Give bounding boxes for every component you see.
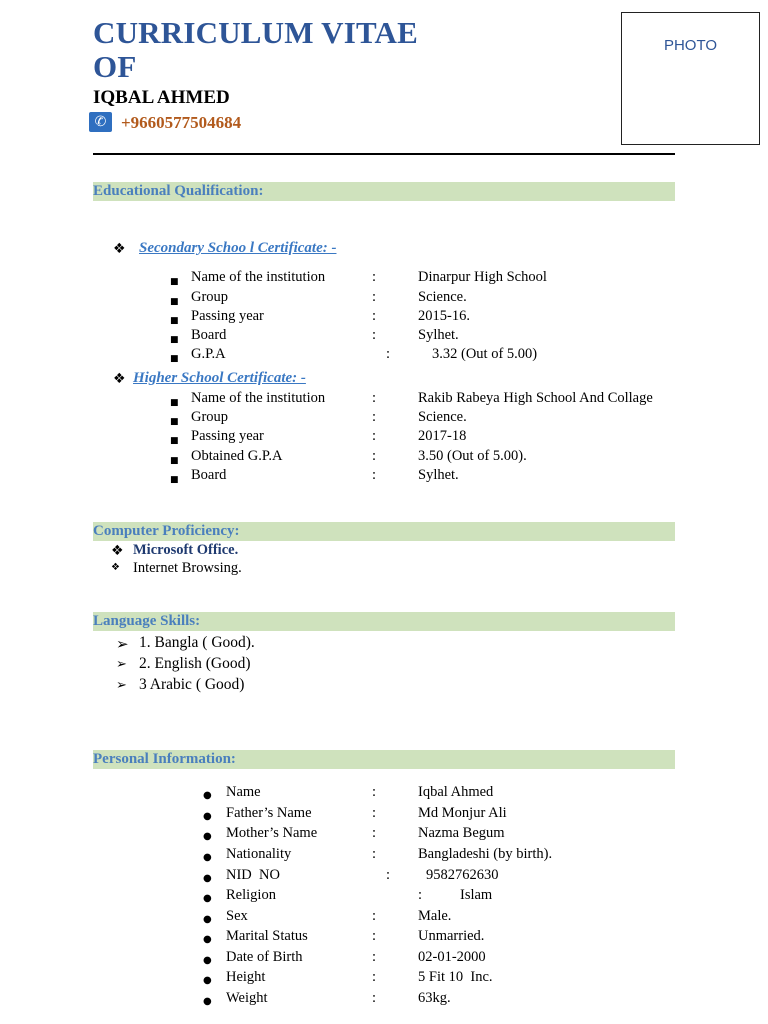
row-separator: : xyxy=(372,327,377,343)
language-item: 1. Bangla ( Good). xyxy=(139,634,255,651)
row-value: Sylhet. xyxy=(418,327,459,343)
row-separator: : xyxy=(386,867,391,883)
row-label: Marital Status xyxy=(226,928,308,944)
row-value: Sylhet. xyxy=(418,467,459,483)
row-separator: : xyxy=(372,908,377,924)
row-separator: : xyxy=(372,269,377,285)
row-label: Height xyxy=(226,969,266,985)
row-separator: : xyxy=(372,428,377,444)
diamond-bullet-icon: ❖ xyxy=(113,371,126,387)
row-separator: : xyxy=(418,887,423,903)
square-bullet-icon: ■ xyxy=(170,417,179,427)
section-language: Language Skills: xyxy=(93,612,675,631)
row-value: Science. xyxy=(418,409,467,425)
diamond-bullet-icon: ❖ xyxy=(111,543,124,559)
skill-item: Internet Browsing. xyxy=(133,560,242,576)
square-bullet-icon: ■ xyxy=(170,436,179,446)
hsc-title: Higher School Certificate: - xyxy=(133,370,306,386)
row-separator: : xyxy=(372,825,377,841)
dot-bullet-icon: ● xyxy=(203,873,212,884)
row-value: Iqbal Ahmed xyxy=(418,784,494,800)
row-separator: : xyxy=(372,805,377,821)
square-bullet-icon: ■ xyxy=(170,316,179,326)
dot-bullet-icon: ● xyxy=(203,996,212,1007)
row-label: Name of the institution xyxy=(191,269,326,285)
square-bullet-icon: ■ xyxy=(170,398,179,408)
row-separator: : xyxy=(372,289,377,305)
diamond-bullet-icon: ❖ xyxy=(113,241,126,257)
row-value: 63kg. xyxy=(418,990,451,1006)
section-education: Educational Qualification: xyxy=(93,182,675,201)
dot-bullet-icon: ● xyxy=(203,975,212,986)
row-separator: : xyxy=(372,467,377,483)
row-label: Group xyxy=(191,289,229,305)
square-bullet-icon: ■ xyxy=(170,297,179,307)
row-value: 5 Fit 10 Inc. xyxy=(418,969,493,985)
row-label: Date of Birth xyxy=(226,949,303,965)
language-item: 2. English (Good) xyxy=(139,655,251,672)
photo-placeholder xyxy=(621,12,760,145)
dot-bullet-icon: ● xyxy=(203,914,212,925)
row-value: 2017-18 xyxy=(418,428,467,444)
row-value: Bangladeshi (by birth). xyxy=(418,846,553,862)
dot-bullet-icon: ● xyxy=(203,790,212,801)
row-label: Obtained G.P.A xyxy=(191,448,283,464)
row-value: 9582762630 xyxy=(426,867,499,883)
row-value: Nazma Begum xyxy=(418,825,505,841)
square-bullet-icon: ■ xyxy=(170,456,179,466)
photo-label: PHOTO xyxy=(663,37,718,54)
row-label: Board xyxy=(191,327,227,343)
row-separator: : xyxy=(372,409,377,425)
row-value: Rakib Rabeya High School And Collage xyxy=(418,390,653,406)
row-label: Weight xyxy=(226,990,268,1006)
row-value: Islam xyxy=(460,887,493,903)
arrow-bullet-icon: ➢ xyxy=(116,678,127,693)
row-value: 3.32 (Out of 5.00) xyxy=(432,346,538,362)
row-separator: : xyxy=(372,928,377,944)
row-value: Unmarried. xyxy=(418,928,485,944)
row-label: Sex xyxy=(226,908,248,924)
row-label: Mother’s Name xyxy=(226,825,318,841)
row-label: Religion xyxy=(226,887,276,903)
row-label: Board xyxy=(191,467,227,483)
square-bullet-icon: ■ xyxy=(170,475,179,485)
cv-title-line1: CURRICULUM VITAE xyxy=(93,15,418,50)
ssc-title: Secondary Schoo l Certificate: - xyxy=(139,240,337,256)
row-label: Name xyxy=(226,784,261,800)
dot-bullet-icon: ● xyxy=(203,934,212,945)
arrow-bullet-icon: ➢ xyxy=(116,657,127,672)
row-label: Father’s Name xyxy=(226,805,312,821)
row-value: 02-01-2000 xyxy=(418,949,486,965)
row-label: Passing year xyxy=(191,308,264,324)
language-item: 3 Arabic ( Good) xyxy=(139,676,245,693)
row-separator: : xyxy=(372,784,377,800)
dot-bullet-icon: ● xyxy=(203,852,212,863)
row-label: Name of the institution xyxy=(191,390,326,406)
row-label: Nationality xyxy=(226,846,292,862)
dot-bullet-icon: ● xyxy=(203,893,212,904)
row-separator: : xyxy=(386,346,391,362)
row-value: 3.50 (Out of 5.00). xyxy=(418,448,527,464)
cv-title-line2: OF xyxy=(93,49,137,84)
arrow-bullet-icon: ➢ xyxy=(116,635,129,653)
row-separator: : xyxy=(372,949,377,965)
small-diamond-bullet-icon: ❖ xyxy=(111,562,120,573)
phone-number: +9660577504684 xyxy=(121,113,242,132)
row-label: Group xyxy=(191,409,229,425)
row-label: NID NO xyxy=(226,867,280,883)
skill-item: Microsoft Office. xyxy=(133,542,239,558)
cv-title xyxy=(93,16,418,84)
dot-bullet-icon: ● xyxy=(203,811,212,822)
row-label: Passing year xyxy=(191,428,264,444)
section-computer: Computer Proficiency: xyxy=(93,522,675,541)
square-bullet-icon: ■ xyxy=(170,277,179,287)
row-separator: : xyxy=(372,846,377,862)
header-divider xyxy=(93,153,675,155)
row-separator: : xyxy=(372,990,377,1006)
row-label: G.P.A xyxy=(191,346,226,362)
row-value: Male. xyxy=(418,908,452,924)
row-value: 2015-16. xyxy=(418,308,470,324)
section-personal: Personal Information: xyxy=(93,750,675,769)
candidate-name: IQBAL AHMED xyxy=(93,87,230,108)
square-bullet-icon: ■ xyxy=(170,354,179,364)
row-value: Md Monjur Ali xyxy=(418,805,507,821)
row-separator: : xyxy=(372,969,377,985)
dot-bullet-icon: ● xyxy=(203,955,212,966)
row-separator: : xyxy=(372,308,377,324)
row-separator: : xyxy=(372,448,377,464)
dot-bullet-icon: ● xyxy=(203,831,212,842)
row-value: Dinarpur High School xyxy=(418,269,547,285)
phone-icon: ✆ xyxy=(89,112,112,132)
row-value: Science. xyxy=(418,289,467,305)
square-bullet-icon: ■ xyxy=(170,335,179,345)
row-separator: : xyxy=(372,390,377,406)
